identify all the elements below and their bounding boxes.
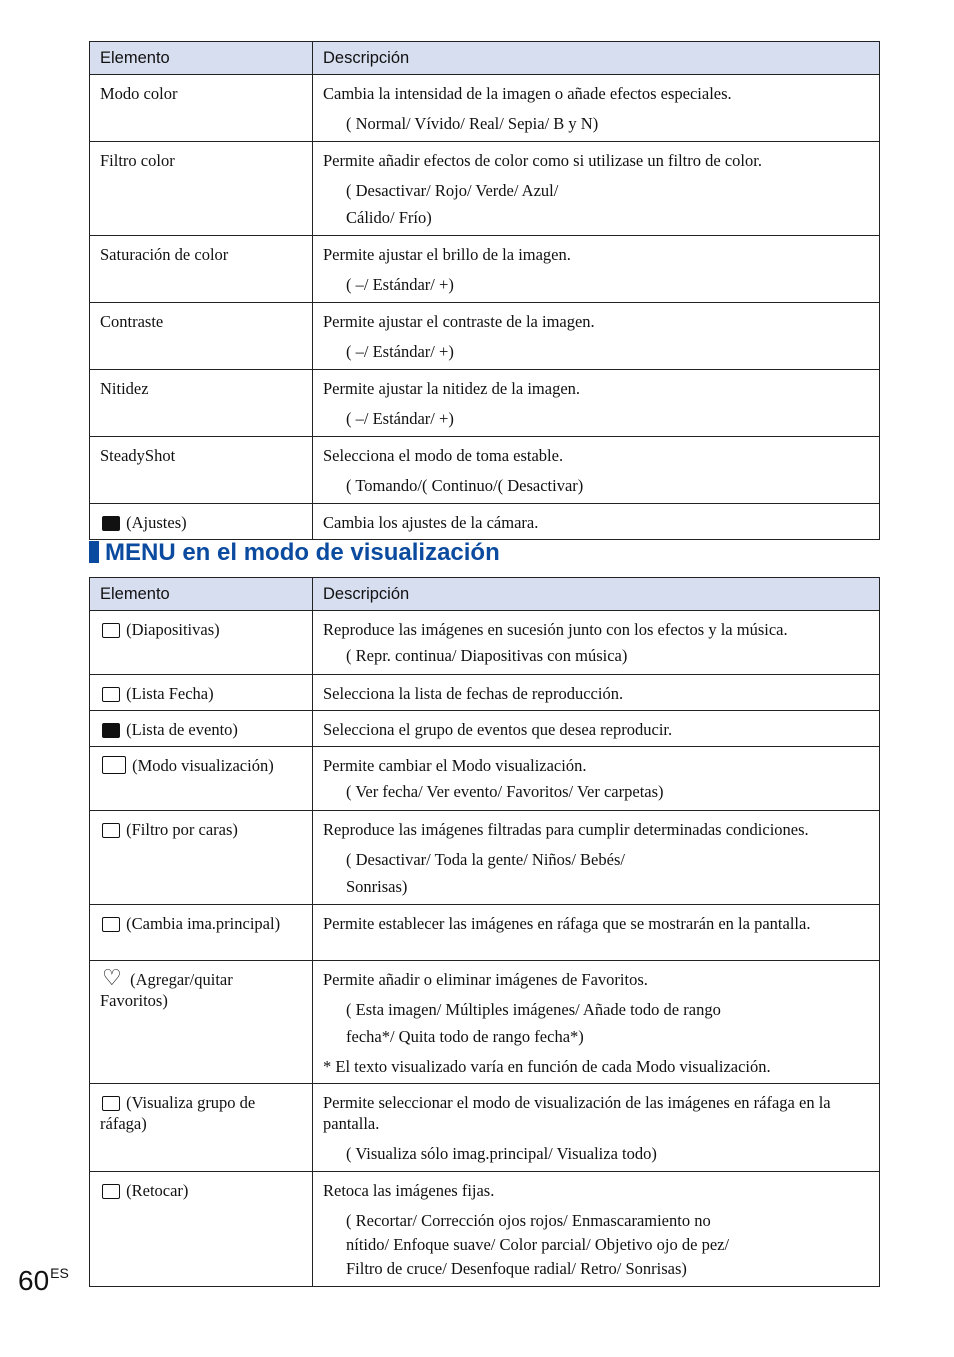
- section-marker-icon: [89, 541, 99, 563]
- table-row: [90, 611, 880, 675]
- item-label: Filtro color: [100, 151, 175, 170]
- calendar-icon: [102, 687, 120, 702]
- table-header: [90, 42, 880, 75]
- footnote-text: * El texto visualizado varía en función de cada Modo visualización.: [323, 1057, 771, 1076]
- item-label: Nitidez: [100, 379, 149, 398]
- table-row: [90, 75, 880, 142]
- item-cell: [90, 504, 313, 540]
- item-cell: [90, 811, 313, 905]
- desc-cell: [313, 961, 880, 1084]
- desc-cell: [313, 1084, 880, 1172]
- options-text: ( Ver fecha/ Ver evento/ Favoritos/ Ver carpetas): [346, 782, 664, 801]
- desc-text: Reproduce las imágenes en sucesión junto con los efectos y la música.: [323, 620, 788, 639]
- item-cell: [90, 747, 313, 811]
- item-cell: [90, 303, 313, 370]
- options-text: ( Visualiza sólo imag.principal/ Visualiza todo): [346, 1144, 657, 1163]
- desc-text: Permite añadir efectos de color como si utilizase un filtro de color.: [323, 151, 762, 170]
- desc-cell: [313, 905, 880, 961]
- desc-cell: [313, 370, 880, 437]
- options-text-3: Filtro de cruce/ Desenfoque radial/ Retro/ Sonrisas): [346, 1259, 687, 1278]
- item-label: Modo color: [100, 84, 178, 103]
- table-row: [90, 303, 880, 370]
- item-label: SteadyShot: [100, 446, 176, 465]
- page-language-suffix: ES: [50, 1265, 69, 1281]
- desc-cell: [313, 504, 880, 540]
- table-row: [90, 1172, 880, 1287]
- item-cell: [90, 961, 313, 1084]
- item-cell: [90, 675, 313, 711]
- desc-cell: [313, 1172, 880, 1287]
- item-label: (Filtro por caras): [126, 820, 238, 839]
- desc-text: Permite cambiar el Modo visualización.: [323, 756, 587, 775]
- options-text-2: Cálido/ Frío): [346, 208, 432, 227]
- options-text: ( Tomando/( Continuo/( Desactivar): [346, 476, 584, 495]
- table-row: [90, 711, 880, 747]
- page-number: [18, 1265, 69, 1297]
- header-descripcion: Descripción: [313, 42, 880, 75]
- item-label: (Lista Fecha): [126, 684, 214, 703]
- section-title: [89, 538, 880, 568]
- options-text-2: fecha*/ Quita todo de rango fecha*): [346, 1027, 584, 1046]
- table-row: [90, 1084, 880, 1172]
- table-header: [90, 578, 880, 611]
- retouch-icon: [102, 1184, 120, 1199]
- settings-table: [89, 41, 880, 540]
- options-text: ( Recortar/ Corrección ojos rojos/ Enmascaramiento no: [346, 1211, 711, 1230]
- item-cell: [90, 75, 313, 142]
- item-label: (Cambia ima.principal): [126, 914, 281, 933]
- item-label: Saturación de color: [100, 245, 229, 264]
- table-row: [90, 747, 880, 811]
- item-cell: [90, 370, 313, 437]
- item-cell: [90, 1172, 313, 1287]
- desc-text: Permite ajustar la nitidez de la imagen.: [323, 379, 581, 398]
- table-row: [90, 370, 880, 437]
- item-label: (Modo visualización): [132, 756, 274, 775]
- options-text: ( –/ Estándar/ +): [346, 409, 454, 428]
- desc-cell: [313, 437, 880, 504]
- toolbox-icon: [102, 516, 120, 531]
- desc-cell: [313, 711, 880, 747]
- table-row: [90, 961, 880, 1084]
- options-text: ( Desactivar/ Rojo/ Verde/ Azul/: [346, 181, 559, 200]
- header-descripcion: Descripción: [313, 578, 880, 611]
- desc-cell: [313, 675, 880, 711]
- desc-cell: [313, 811, 880, 905]
- item-cell: [90, 1084, 313, 1172]
- desc-cell: [313, 747, 880, 811]
- desc-text: Permite ajustar el brillo de la imagen.: [323, 245, 571, 264]
- table-row: [90, 504, 880, 540]
- table-row: [90, 675, 880, 711]
- item-cell: [90, 711, 313, 747]
- options-text: ( Repr. continua/ Diapositivas con música): [346, 646, 628, 665]
- options-text: ( Esta imagen/ Múltiples imágenes/ Añade todo de rango: [346, 1000, 721, 1019]
- desc-cell: [313, 611, 880, 675]
- item-label: (Diapositivas): [126, 620, 220, 639]
- options-text-2: nítido/ Enfoque suave/ Color parcial/ Objetivo ojo de pez/: [346, 1235, 730, 1254]
- table-row: [90, 905, 880, 961]
- item-cell: [90, 236, 313, 303]
- item-cell: [90, 905, 313, 961]
- header-elemento: Elemento: [90, 42, 313, 75]
- desc-text: Permite seleccionar el modo de visualización de las imágenes en ráfaga en la pantalla.: [323, 1093, 831, 1133]
- item-cell: [90, 142, 313, 236]
- desc-text: Reproduce las imágenes filtradas para cumplir determinadas condiciones.: [323, 820, 809, 839]
- desc-cell: [313, 303, 880, 370]
- item-label: Contraste: [100, 312, 164, 331]
- heart-icon: [102, 970, 124, 988]
- item-cell: [90, 437, 313, 504]
- desc-text: Selecciona el grupo de eventos que desea reproducir.: [323, 720, 673, 739]
- slideshow-icon: [102, 623, 120, 638]
- playback-menu-table: [89, 577, 880, 1287]
- section-title-text: MENU en el modo de visualización: [105, 539, 500, 566]
- face-filter-icon: [102, 823, 120, 838]
- desc-text: Permite ajustar el contraste de la imagen.: [323, 312, 595, 331]
- desc-text: Permite establecer las imágenes en ráfaga que se mostrarán en la pantalla.: [323, 914, 811, 933]
- table-row: [90, 437, 880, 504]
- desc-cell: [313, 75, 880, 142]
- options-text: ( –/ Estándar/ +): [346, 275, 454, 294]
- crown-icon: [102, 917, 120, 932]
- desc-text: Selecciona la lista de fechas de reproducción.: [323, 684, 624, 703]
- desc-text: Permite añadir o eliminar imágenes de Favoritos.: [323, 970, 648, 989]
- item-cell: [90, 611, 313, 675]
- item-label: (Retocar): [126, 1181, 189, 1200]
- table-row: [90, 236, 880, 303]
- desc-cell: [313, 142, 880, 236]
- view-mode-icon: [102, 756, 126, 774]
- options-text: ( Desactivar/ Toda la gente/ Niños/ Bebés/: [346, 850, 625, 869]
- options-text-2: Sonrisas): [346, 877, 408, 896]
- burst-group-icon: [102, 1096, 120, 1111]
- table-row: [90, 811, 880, 905]
- event-list-icon: [102, 723, 120, 738]
- desc-text: Cambia la intensidad de la imagen o añade efectos especiales.: [323, 84, 732, 103]
- page-number-value: 60: [18, 1265, 50, 1296]
- desc-text: Cambia los ajustes de la cámara.: [323, 513, 539, 532]
- desc-cell: [313, 236, 880, 303]
- desc-text: Retoca las imágenes fijas.: [323, 1181, 495, 1200]
- item-label: (Lista de evento): [126, 720, 238, 739]
- header-elemento: Elemento: [90, 578, 313, 611]
- options-text: ( Normal/ Vívido/ Real/ Sepia/ B y N): [346, 114, 599, 133]
- table-row: [90, 142, 880, 236]
- item-label: (Ajustes): [126, 513, 187, 532]
- desc-text: Selecciona el modo de toma estable.: [323, 446, 564, 465]
- item-label: (Visualiza grupo de ráfaga): [100, 1093, 256, 1133]
- options-text: ( –/ Estándar/ +): [346, 342, 454, 361]
- item-label: (Agregar/quitar Favoritos): [100, 970, 233, 1010]
